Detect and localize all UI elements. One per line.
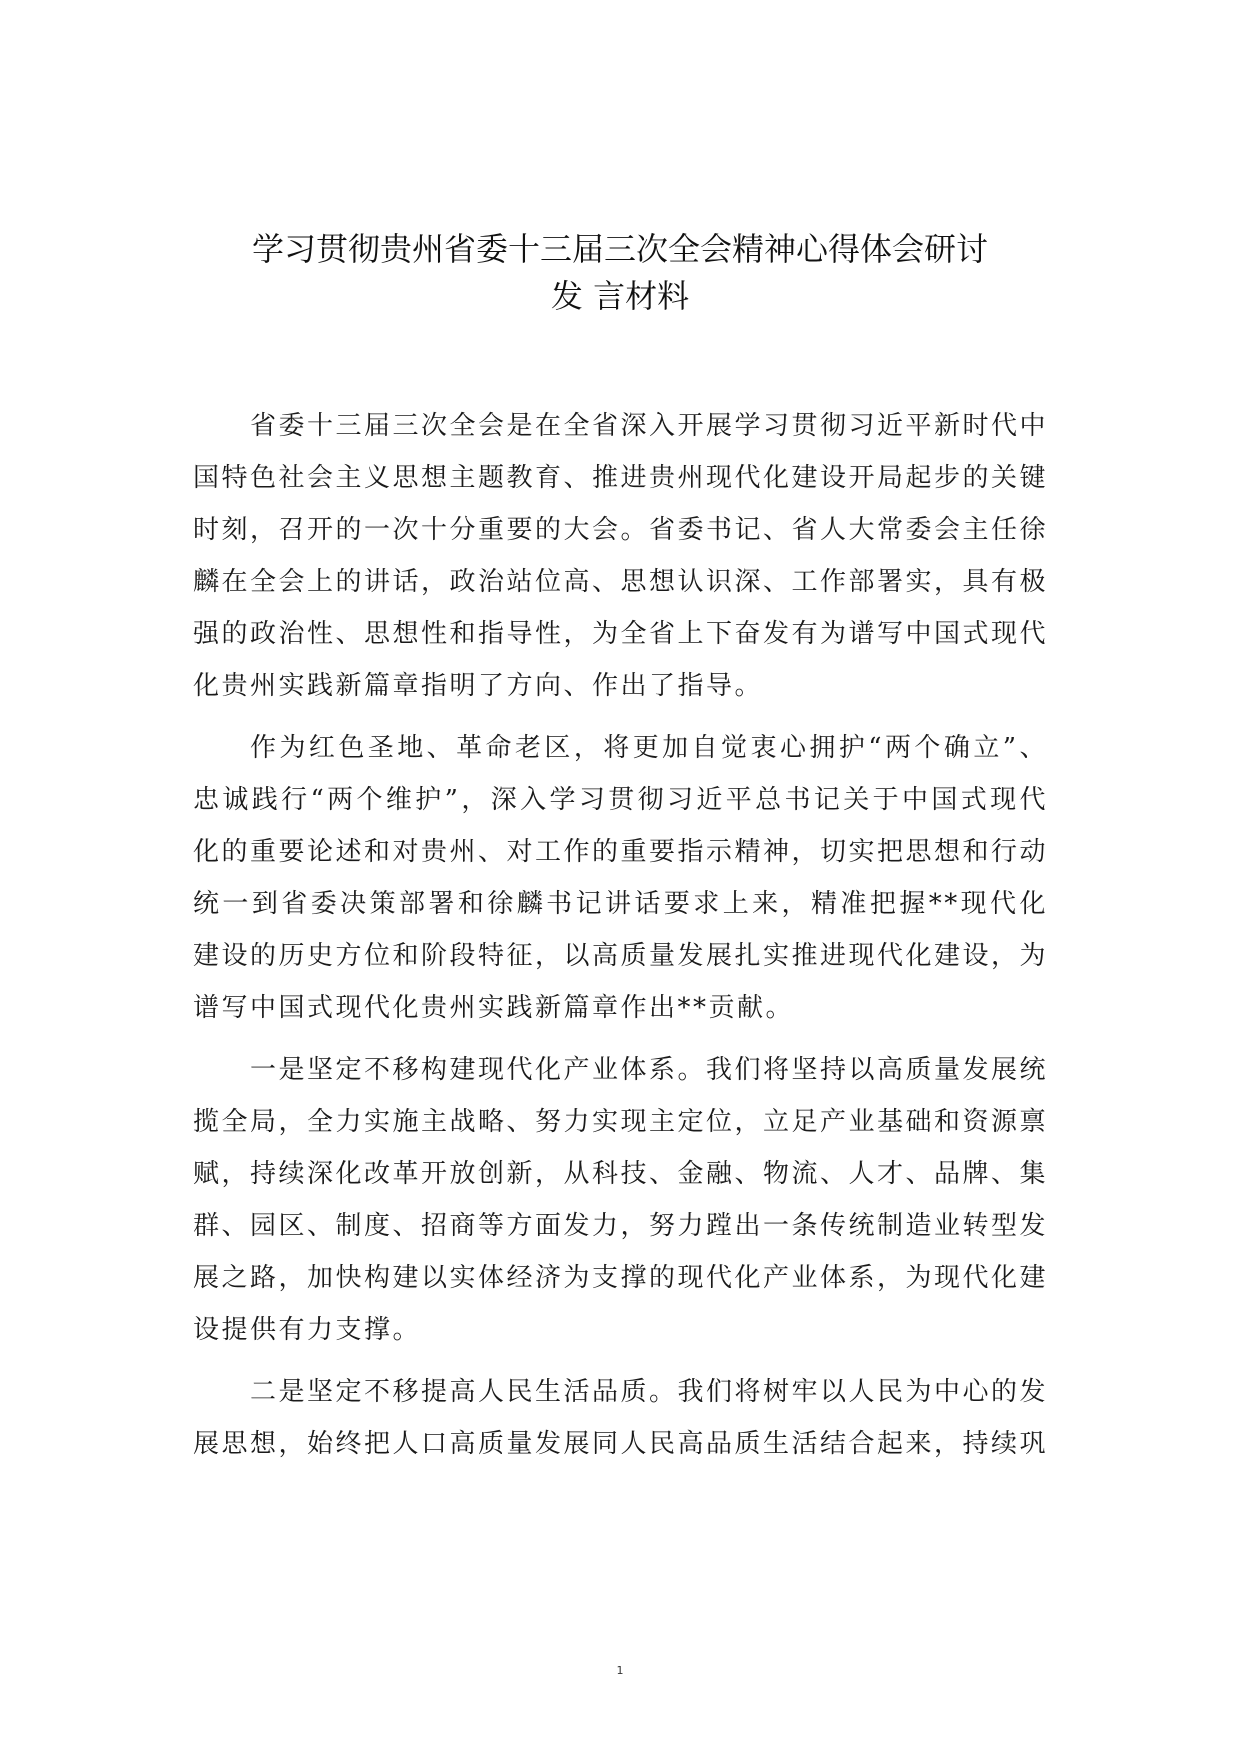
page-number: 1 <box>616 1664 624 1677</box>
paragraph-2: 作为红色圣地、革命老区，将更加自觉衷心拥护“两个确立”、忠诚践行“两个维护”，深入学习贯彻习近平总书记关于中国式现代化的重要论述和对贵州、对工作的重要指示精神，切实把思想和行动统一到省委决策部署和徐麟书记讲话要求上来，精准把握**现代化建设的历史方位和阶段特征，以高质量发展扎实推进现代化建设，为谱写中国式现代化贵州实践新篇章作出**贡献。 <box>193 733 1049 1023</box>
title-line-1: 学习贯彻贵州省委十三届三次全会精神心得体会研讨 <box>251 230 988 268</box>
paragraph-3: 一是坚定不移构建现代化产业体系。我们将坚持以高质量发展统揽全局，全力实施主战略、努力实现主定位，立足产业基础和资源禀赋，持续深化改革开放创新，从科技、金融、物流、人才、品牌、集群、园区、制度、招商等方面发力，努力蹚出一条传统制造业转型发展之路，加快构建以实体经济为支撑的现代化产业体系，为现代化建设提供有力支撑。 <box>193 1055 1049 1345</box>
title-line-2: 发 言材料 <box>550 277 690 315</box>
document-title <box>150 226 1090 320</box>
paragraph-4: 二是坚定不移提高人民生活品质。我们将树牢以人民为中心的发展思想，始终把人口高质量发展同人民高品质生活结合起来，持续巩 <box>193 1377 1049 1459</box>
paragraph-1: 省委十三届三次全会是在全省深入开展学习贯彻习近平新时代中国特色社会主义思想主题教育、推进贵州现代化建设开局起步的关键时刻，召开的一次十分重要的大会。省委书记、省人大常委会主任徐麟在全会上的讲话，政治站位高、思想认识深、工作部署实，具有极强的政治性、思想性和指导性，为全省上下奋发有为谱写中国式现代化贵州实践新篇章指明了方向、作出了指导。 <box>193 411 1049 701</box>
document-body <box>193 400 1048 1480</box>
